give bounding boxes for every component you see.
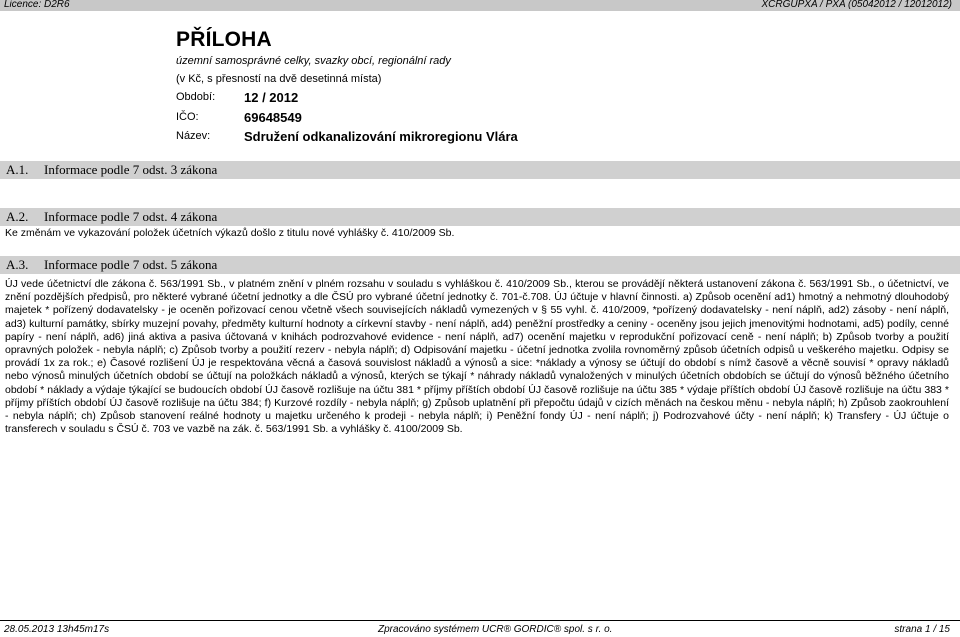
page-title: PŘÍLOHA — [176, 28, 272, 51]
section-number: A.2. — [6, 209, 29, 224]
section-a2-text: Ke změnám ve vykazování položek účetních výkazů došlo z titulu nové vyhlášky č. 410/2009 Sb. — [5, 227, 455, 239]
section-number: A.1. — [6, 162, 29, 177]
footer-page-number: strana 1 / 15 — [894, 624, 950, 635]
ico-value: 69648549 — [244, 110, 302, 125]
report-code: XCRGUPXA / PXA (05042012 / 12012012) — [761, 0, 952, 10]
section-a1-header — [0, 161, 960, 179]
section-a3-text: ÚJ vede účetnictví dle zákona č. 563/1991 Sb., v platném znění v plném rozsahu v souladu s vyhláškou č. 410/2009 Sb., kterou se provádějí některá ustanovení zákona č. 563/1991 Sb., o účetnictví, ve znění pozdějších předpisů, pro některé vybrané účetní jednotky a dle ČSÚ pro vybrané účetní jednotky č. 701-č.708. ÚJ účtuje v hlavní činnosti. a) Způsob ocenění ad1) hmotný a nehmotný dlouhodobý majetek * pořízený dodavatelsky - je oceněn pořizovací cenou včetně všech souvisejících nákladů vymezených v § 55 vyhl. č. 410/2009, *pořízený dodavatelsky - není náplň, ad2) zásoby - není náplň, ad3) kulturní památky, sbírky muzejní povahy, předměty kulturní hodnoty a církevní stavby - není náplň, ad4) peněžní prostředky a ceniny - oceněny jsou jejich jmenovitými hodnotami, ad5) podíly, cenné papíry - není náplň, ad6) jiná aktiva a pasiva účtovaná v knihách podrozvahové evidence - není náplň, ad7) ocenění majetku v reprodukční pořizovací ceně - není náplň; b) Způsob tvorby a použití opravných položek - nebyla náplň; c) Způsob tvorby a použití rezerv - nebyla náplň; d) Odpisování majetku - účetní jednotka zvolila rovnoměrný způsob účetních odpisů u veškerého majetku. Odpisy se provádí 1x za rok.; e) Časové rozlišení ÚJ je respektována věcná a časová souvislost nákladů a výnosů a sice: *náklady a výnosy se účtují do období s nímž časově a věcně souvisí * opravy nákladů nebo výnosů minulých účetních období se účtují na položkách nákladů a výnosů, kterých se týkají * náhrady nákladů vynaložených v minulých účetních obdobích se účtují do výnosů běžného účetního období * náklady a výdaje týkající se budoucích období ÚJ časově rozlišuje na účtu 381 * příjmy příštích období ÚJ časově rozlišuje na účtu 385 * výdaje příštích období ÚJ časově rozlišuje na účtu 383 * příjmy příštích období ÚJ časově rozlišuje na účtu 384; f) Kurzové rozdíly - nebyla náplň; g) Způsob uplatnění při přepočtu údajů v cizích měnách na českou měnu - nebyla náplň; h) Způsob zaokrouhlení - nebyla náplň; ch) Způsob stanovení reálné hodnoty u majetku určeného k prodeji - nebyla náplň; i) Peněžní fondy ÚJ - není náplň; j) Podrozvahové účty - není náplň; k) Transfery - ÚJ účtuje o transferech v souladu s ČSÚ č. 703 ve vazbě na zák. č. 563/1991 Sb. a vyhlášky č. 4100/2009 Sb. — [5, 278, 949, 436]
period-value: 12 / 2012 — [244, 90, 299, 105]
footer-datetime: 28.05.2013 13h45m17s — [4, 624, 110, 635]
name-label: Název: — [176, 130, 211, 142]
footer-processed-by: Zpracováno systémem UCR® GORDIC® spol. s r. o. — [378, 624, 613, 635]
period-label: Období: — [176, 91, 216, 103]
section-number: A.3. — [6, 257, 29, 272]
section-a3-header — [0, 256, 960, 274]
subtitle-units: (v Kč, s přesností na dvě desetinná místa) — [176, 73, 382, 85]
section-a2-header — [0, 208, 960, 226]
footer-divider — [0, 620, 960, 621]
ico-label: IČO: — [176, 111, 199, 123]
section-title: Informace podle 7 odst. 4 zákona — [44, 209, 218, 224]
name-value: Sdružení odkanalizování mikroregionu Vlára — [244, 129, 518, 144]
top-header-bar — [0, 0, 960, 11]
section-title: Informace podle 7 odst. 5 zákona — [44, 257, 218, 272]
section-title: Informace podle 7 odst. 3 zákona — [44, 162, 218, 177]
subtitle-scope: územní samosprávné celky, svazky obcí, regionální rady — [176, 55, 451, 67]
license-label: Licence: D2R6 — [4, 0, 70, 10]
